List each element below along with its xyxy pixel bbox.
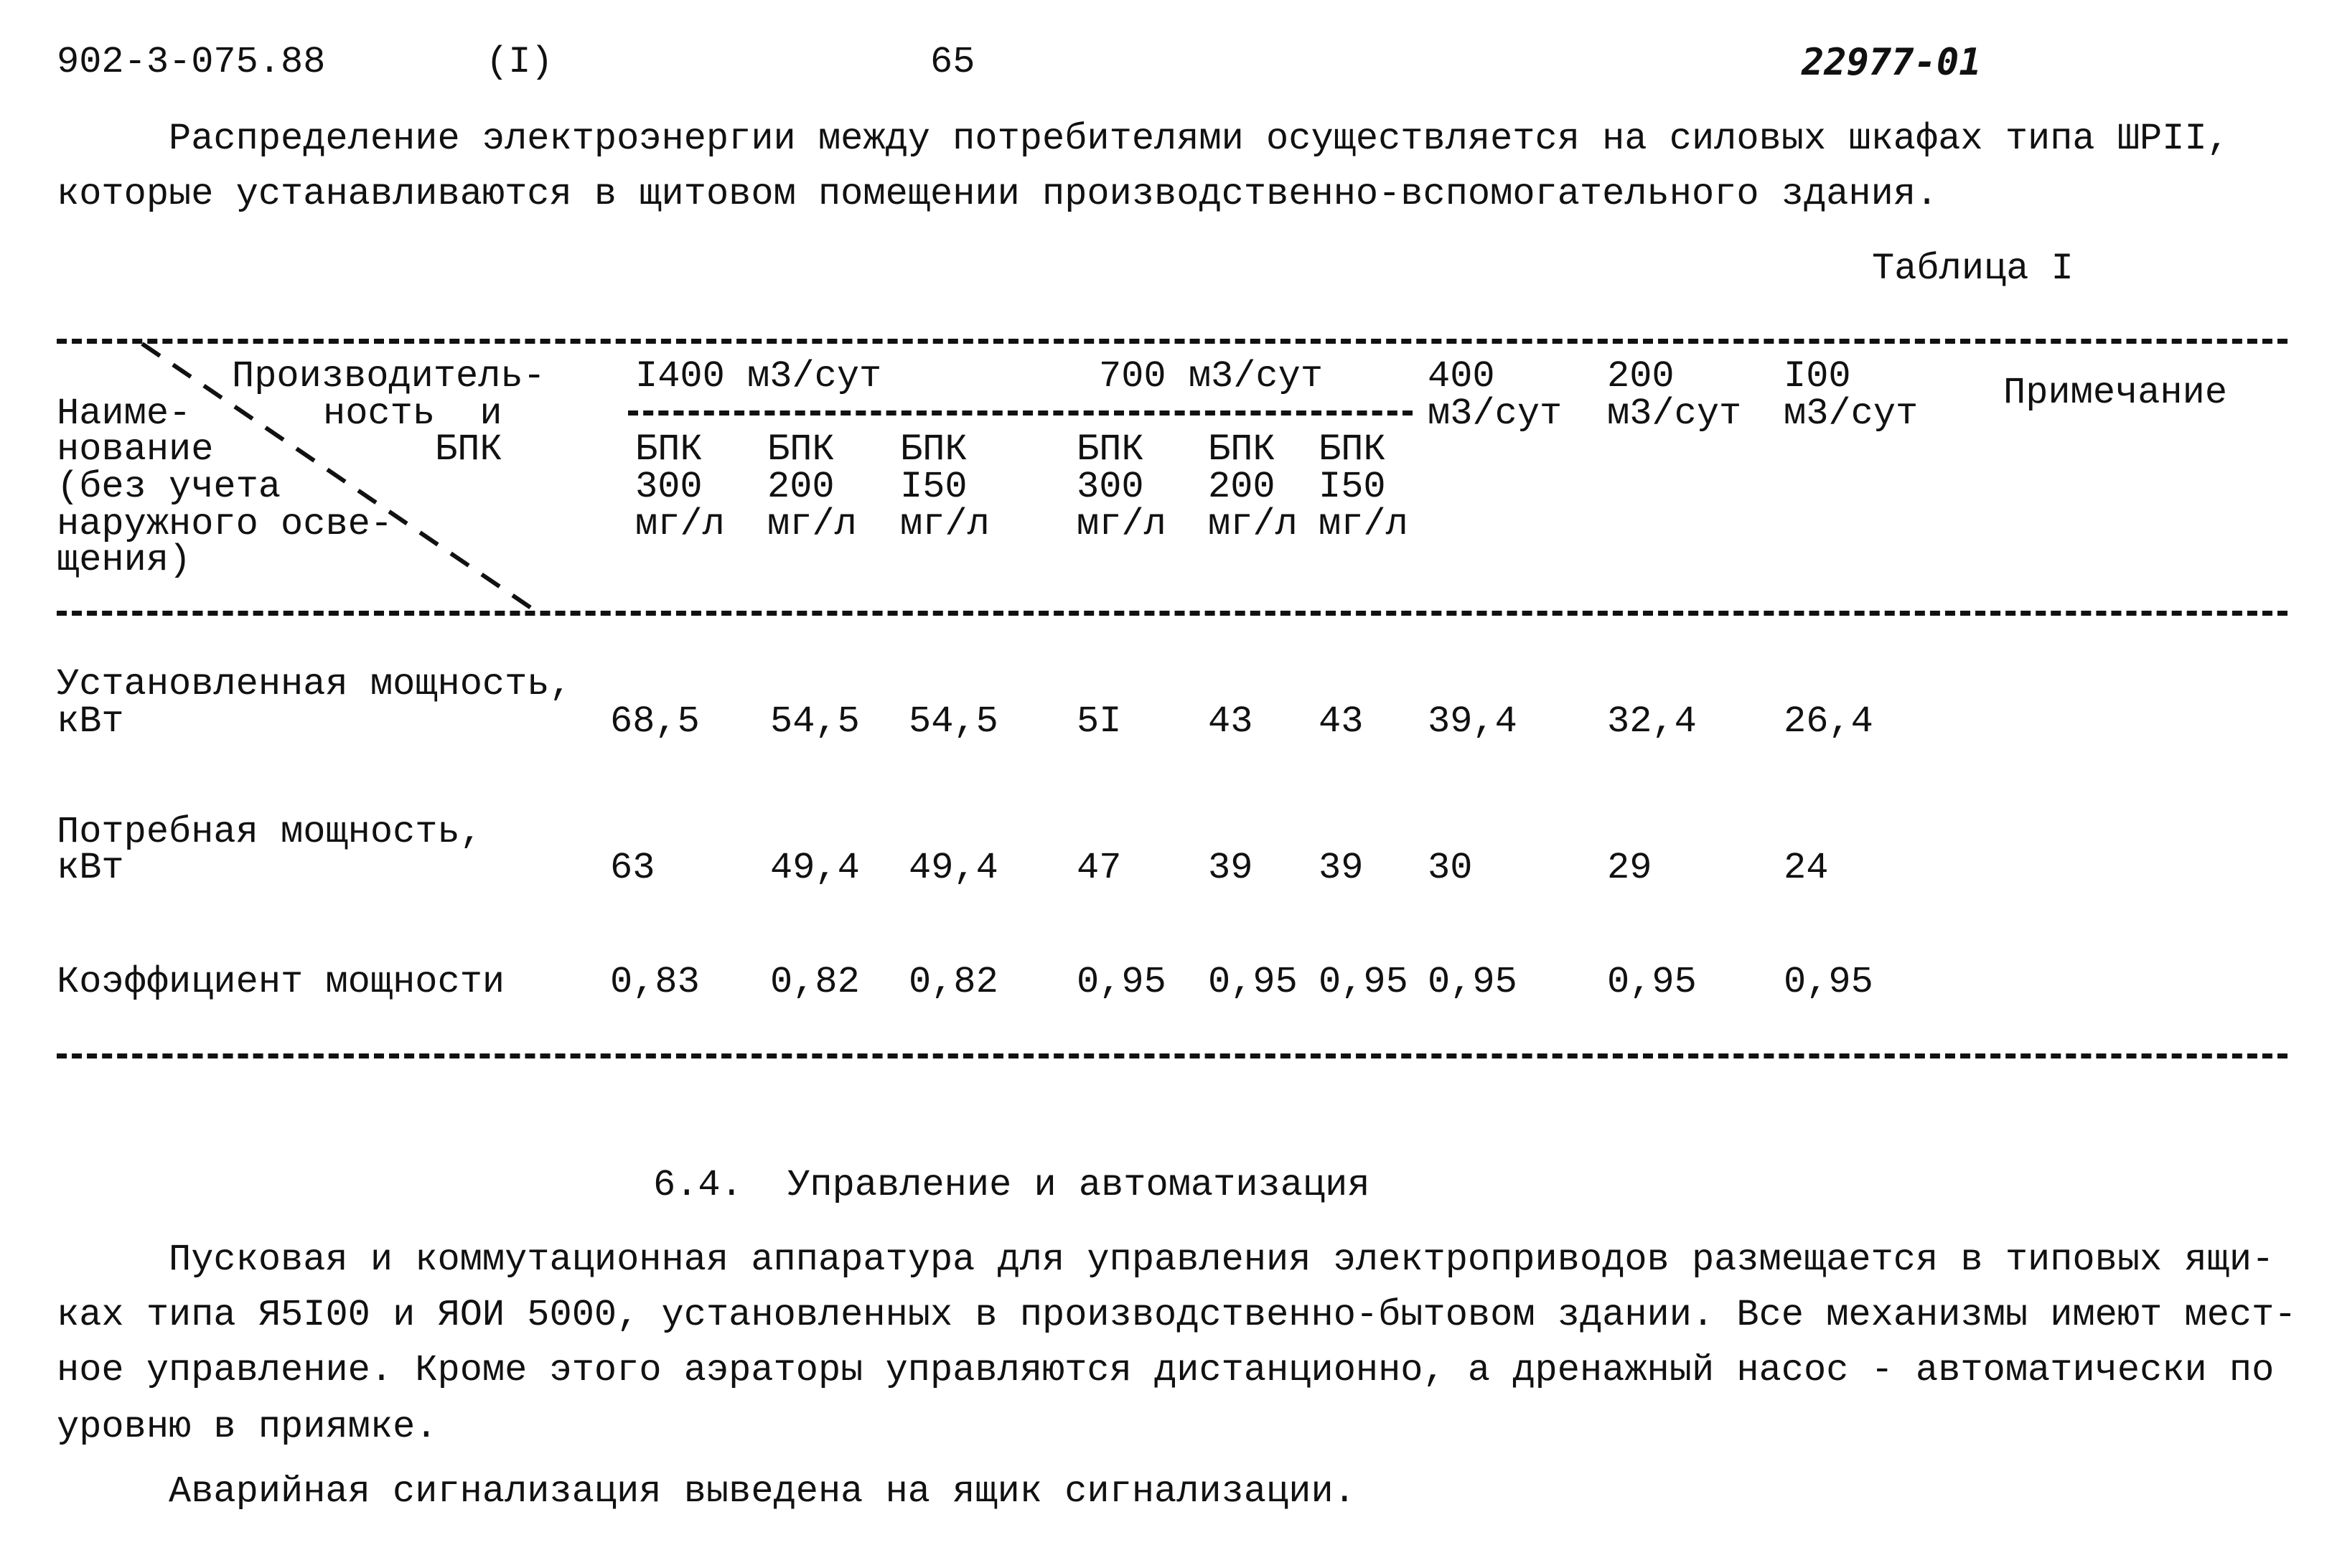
corner-label-name: (без учета [57, 466, 281, 508]
subcol-header: I50 [900, 466, 968, 508]
paragraph-line: уровню в приямке. [57, 1406, 438, 1448]
table-cell: 29 [1607, 847, 1652, 889]
table-cell: 0,95 [1077, 961, 1166, 1003]
row-label: Установленная мощность, [57, 663, 572, 705]
table-cell: 43 [1319, 700, 1364, 743]
table-cell: 39 [1208, 847, 1253, 889]
subcol-header: БПК [900, 428, 968, 471]
paragraph-line: Пусковая и коммутационная аппаратура для управления электроприводов размещается в типовых ящи- [169, 1239, 2275, 1281]
paragraph-line: Аварийная сигнализация выведена на ящик сигнализации. [169, 1470, 1356, 1513]
row-label: кВт [57, 700, 124, 743]
corner-label-name: нование [57, 428, 214, 471]
subcol-header: 300 [635, 466, 703, 508]
col-header-200-unit: м3/сут [1607, 393, 1742, 435]
row-label: кВт [57, 847, 124, 889]
col-header-100: I00 [1784, 355, 1851, 398]
corner-label-productivity: ность и [323, 393, 502, 435]
page-number: 65 [930, 41, 975, 83]
subcol-header: 300 [1077, 466, 1144, 508]
table-cell: 39,4 [1428, 700, 1517, 743]
row-label: Потребная мощность, [57, 811, 482, 853]
corner-label-name: наружного осве- [57, 503, 393, 545]
table-cell: 68,5 [610, 700, 700, 743]
table-cell: 47 [1077, 847, 1122, 889]
corner-label-name: Наиме- [57, 393, 192, 435]
group-header-700: 700 м3/сут [1099, 355, 1324, 398]
corner-label-name: щения) [57, 539, 192, 581]
subcol-header: БПК [1208, 428, 1275, 471]
table-cell: 49,4 [909, 847, 998, 889]
table-cell: 26,4 [1784, 700, 1873, 743]
col-header-100-unit: м3/сут [1784, 393, 1919, 435]
table-cell: 0,95 [1208, 961, 1298, 1003]
corner-label-bpk: БПК [435, 428, 502, 471]
table-cell: 39 [1319, 847, 1364, 889]
subcol-header: мг/л [1208, 503, 1298, 545]
table-cell: 30 [1428, 847, 1473, 889]
table-cell: 0,82 [909, 961, 998, 1003]
subcol-header: мг/л [1077, 503, 1166, 545]
subcol-header: мг/л [1319, 503, 1408, 545]
subcol-header: I50 [1319, 466, 1386, 508]
table-cell: 5I [1077, 700, 1122, 743]
intro-line: Распределение электроэнергии между потребителями осуществляется на силовых шкафах типа ШРII, [169, 118, 2229, 160]
subcol-header: БПК [635, 428, 703, 471]
subcol-header: БПК [767, 428, 835, 471]
col-header-400-unit: м3/сут [1428, 393, 1563, 435]
intro-line: которые устанавливаются в щитовом помещении производственно-вспомогательного здания. [57, 173, 1939, 215]
table-cell: 0,83 [610, 961, 700, 1003]
table-cell: 0,95 [1428, 961, 1517, 1003]
table-cell: 0,95 [1784, 961, 1873, 1003]
table-cell: 24 [1784, 847, 1829, 889]
subcol-header: мг/л [635, 503, 725, 545]
corner-label-productivity: Производитель- [232, 355, 545, 398]
subcol-header: мг/л [900, 503, 990, 545]
table-cell: 43 [1208, 700, 1253, 743]
table-cell: 32,4 [1607, 700, 1697, 743]
table-caption: Таблица I [1872, 248, 2074, 290]
table-cell: 49,4 [770, 847, 860, 889]
subcol-header: 200 [1208, 466, 1275, 508]
subcol-header: 200 [767, 466, 835, 508]
section-heading: 6.4. Управление и автоматизация [653, 1164, 1370, 1206]
table-cell: 54,5 [770, 700, 860, 743]
subcol-header: мг/л [767, 503, 857, 545]
inventory-number: 22977-01 [1802, 41, 1982, 84]
group-header-1400: I400 м3/сут [635, 355, 882, 398]
subcol-header: БПК [1077, 428, 1144, 471]
col-header-400: 400 [1428, 355, 1495, 398]
document-code: 902-3-075.88 [57, 41, 326, 83]
table-cell: 0,95 [1319, 961, 1408, 1003]
col-header-200: 200 [1607, 355, 1675, 398]
paragraph-line: ках типа Я5I00 и ЯОИ 5000, установленных в производственно-бытовом здании. Все механизмы имеют мест- [57, 1294, 2297, 1336]
paragraph-line: ное управление. Кроме этого аэраторы управляются дистанционно, а дренажный насос - автоматически по [57, 1349, 2275, 1391]
col-header-note: Примечание [2003, 372, 2228, 414]
row-label: Коэффициент мощности [57, 961, 505, 1003]
table-cell: 0,95 [1607, 961, 1697, 1003]
table-cell: 0,82 [770, 961, 860, 1003]
subcol-header: БПК [1319, 428, 1386, 471]
table-cell: 54,5 [909, 700, 998, 743]
sheet-mark: (I) [486, 41, 553, 83]
table-cell: 63 [610, 847, 655, 889]
